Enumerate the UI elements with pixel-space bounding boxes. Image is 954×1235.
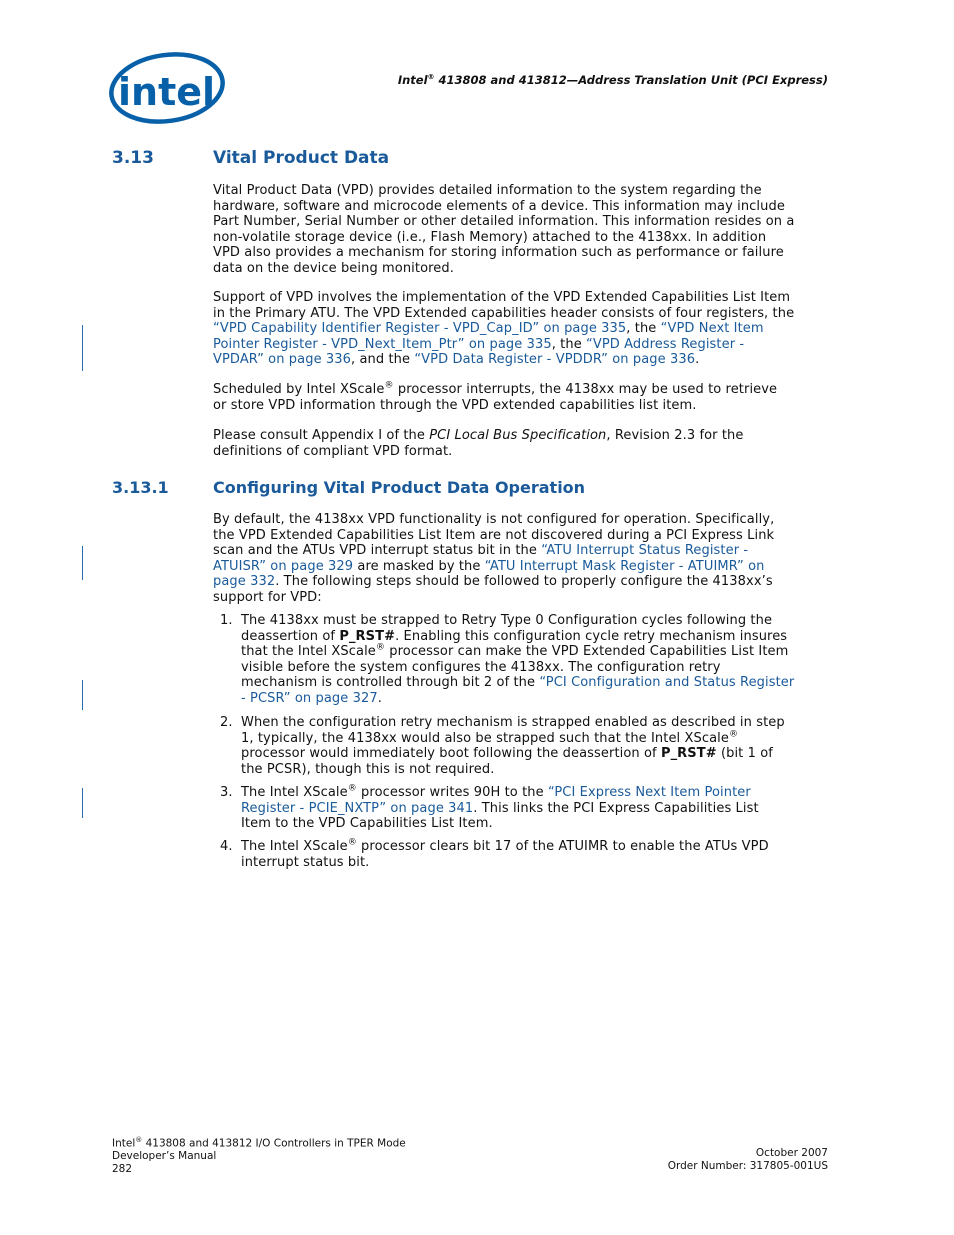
link-atuisr-cont[interactable]: ATUISR” on page 329 <box>213 558 354 574</box>
footer-left: Intel® 413808 and 413812 I/O Controllers in TPER Mode Developer’s Manual 282 <box>112 1136 406 1175</box>
change-bar <box>82 325 83 371</box>
link-vpdar[interactable]: “VPD Address Register - <box>586 336 745 352</box>
subsection-number: 3.13.1 <box>112 478 169 497</box>
link-vpddr[interactable]: “VPD Data Register - VPDDR” on page 336 <box>414 352 696 368</box>
link-pcsr[interactable]: “PCI Configuration and Status Register <box>539 675 795 691</box>
page-number: 282 <box>112 1162 133 1175</box>
paragraph-vpd-intro: Vital Product Data (VPD) provides detailed information to the system regarding the hardware, software and microcode elements of a device. This information may include Part Number, Serial Number or other detailed information. This information resides on a non-volatile storage device (i.e., Flash Memory) attached to the 4138xx. In addition VPD also provides a mechanism for storing information such as performance or failure data on the device being monitored. <box>213 183 795 276</box>
link-vpd-next-item-ptr-cont[interactable]: Pointer Register - VPD_Next_Item_Ptr” on page 335 <box>213 336 552 352</box>
paragraph-xscale-interrupts: Scheduled by Intel XScale® processor interrupts, the 4138xx may be used to retrieve or store VPD information through the VPD extended capabilities list item. <box>213 380 778 413</box>
change-bar <box>82 788 83 818</box>
link-pcie-nxtp[interactable]: “PCI Express Next Item Pointer <box>547 785 751 800</box>
link-atuimr-cont[interactable]: page 332 <box>213 574 276 590</box>
running-header: Intel® 413808 and 413812—Address Translation Unit (PCI Express) <box>397 73 828 87</box>
link-atuimr[interactable]: “ATU Interrupt Mask Register - ATUIMR” on <box>484 558 765 574</box>
link-pcie-nxtp-cont[interactable]: Register - PCIE_NXTP” on page 341 <box>241 800 474 816</box>
intel-logo-icon <box>108 50 226 130</box>
paragraph-pci-spec: Please consult Appendix I of the PCI Local Bus Specification, Revision 2.3 for the definitions of compliant VPD format. <box>213 428 744 459</box>
change-bar <box>82 546 83 580</box>
change-bar <box>82 680 83 710</box>
paragraph-vpd-support: Support of VPD involves the implementation of the VPD Extended Capabilities List Item in the Primary ATU. The VPD Extended capabilities header consists of four registers, the “VPD Capability Identifier Register - VPD_Cap_ID” on page 335, the “VPD Next Item Pointer Register - VPD_Next_Item_Ptr” on page 335, the “VPD Address Register - VPDAR” on page 336, and the “VPD Data Register - VPDDR” on page 336. <box>213 290 795 368</box>
link-vpd-cap-id[interactable]: “VPD Capability Identifier Register - VPD_Cap_ID” on page 335 <box>213 321 627 337</box>
paragraph-config-intro: By default, the 4138xx VPD functionality is not configured for operation. Specifically, the VPD Extended Capabilities List Item are not discovered during a PCI Express Link scan and the ATUs VPD interrupt status bit in the “ATU Interrupt Status Register - ATUISR” on page 329 are masked by the “ATU Interrupt Mask Register - ATUIMR” on page 332. The following steps should be followed to properly configure the 4138xx’s support for VPD: <box>213 512 775 605</box>
section-number: 3.13 <box>112 148 154 168</box>
logo-wordmark: intel <box>118 70 216 114</box>
link-atuisr[interactable]: “ATU Interrupt Status Register - <box>541 543 749 559</box>
link-vpdar-cont[interactable]: VPDAR” on page 336 <box>213 352 352 368</box>
link-pcsr-cont[interactable]: - PCSR” on page 327 <box>241 690 378 706</box>
section-title: Vital Product Data <box>213 148 390 168</box>
link-vpd-next-item-ptr[interactable]: “VPD Next Item <box>660 321 764 337</box>
intel-logo <box>108 50 226 130</box>
subsection-title: Configuring Vital Product Data Operation <box>213 478 586 497</box>
footer-right: October 2007 Order Number: 317805-001US <box>667 1147 828 1172</box>
